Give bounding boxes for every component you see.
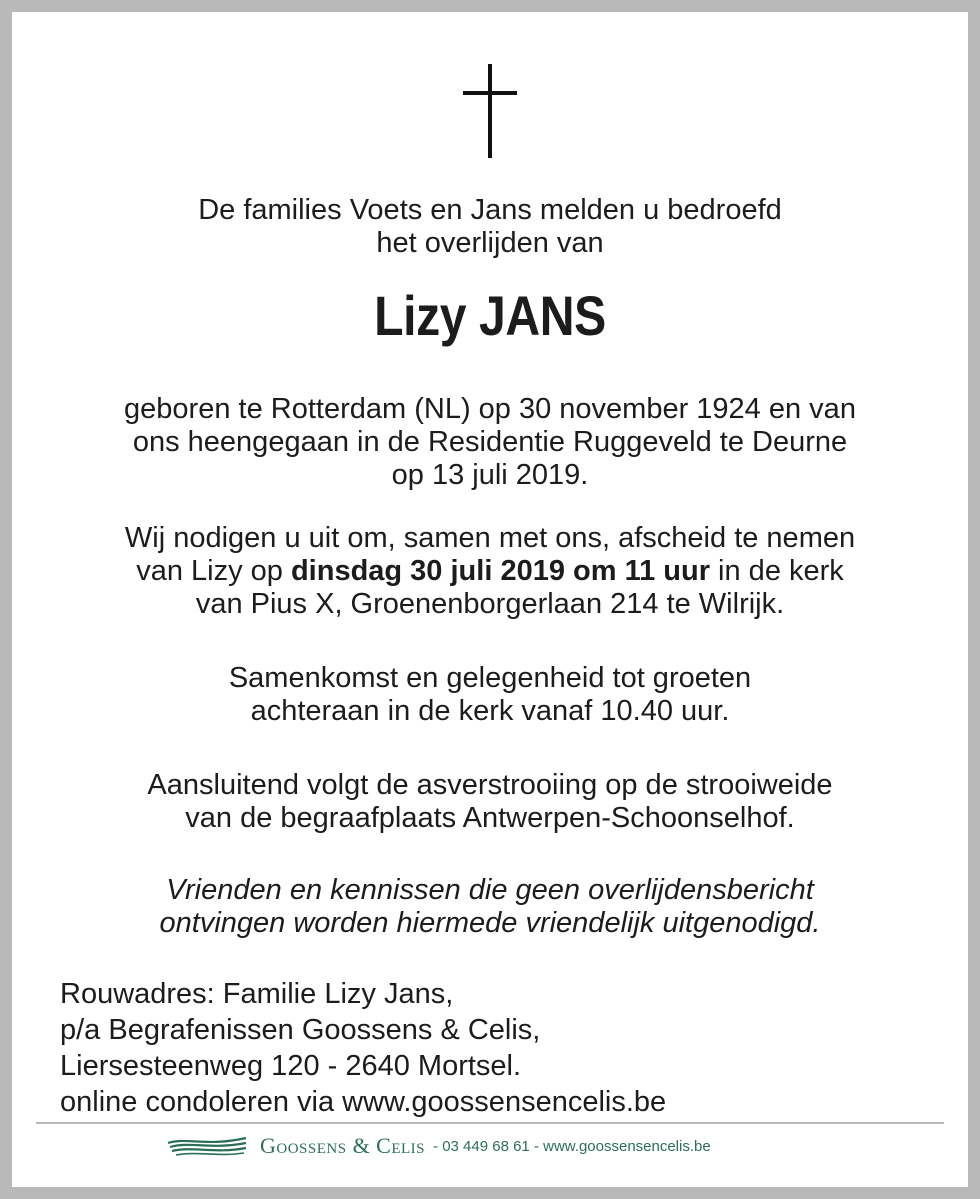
funeral-home-name: Goossens & Celis	[260, 1133, 426, 1158]
ash-line-2: van de begraafplaats Antwerpen-Schoonselhof.	[185, 802, 795, 834]
cross-icon	[460, 64, 520, 158]
invite-line-2-end: in de kerk	[710, 555, 844, 587]
invite-line-2	[0, 555, 980, 588]
ash-line-1: Aansluitend volgt de asverstrooiing op de strooiweide	[147, 769, 833, 801]
invite-line-2-start: van Lizy op	[136, 555, 291, 587]
mourning-address	[60, 976, 666, 1120]
birth-line-3: op 13 juli 2019.	[391, 459, 589, 491]
ash-scattering-info	[0, 769, 980, 835]
funeral-home-footer	[166, 1132, 711, 1160]
ceremony-date-time: dinsdag 30 juli 2019 om 11 uur	[290, 555, 710, 587]
intro-line-1: De families Voets en Jans melden u bedroefd	[198, 194, 782, 226]
announcement-intro	[0, 194, 980, 260]
invite-line-1: Wij nodigen u uit om, samen met ons, afscheid te nemen	[124, 522, 856, 554]
condolence-link[interactable]: online condoleren via www.goossensencelis.be	[60, 1086, 667, 1118]
birth-death-info	[0, 393, 980, 492]
friends-note	[0, 874, 980, 940]
footer-divider	[36, 1122, 944, 1124]
friends-line-1: Vrienden en kennissen die geen overlijdensbericht	[166, 874, 814, 906]
gathering-info	[0, 662, 980, 728]
birth-line-2: ons heengegaan in de Residentie Ruggeveld te Deurne	[132, 426, 848, 458]
intro-line-2: het overlijden van	[376, 227, 604, 259]
deceased-name: Lizy JANS	[374, 284, 606, 347]
wave-logo-icon	[166, 1135, 248, 1157]
friends-line-2: ontvingen worden hiermede vriendelijk uitgenodigd.	[159, 907, 821, 939]
funeral-home-contact[interactable]: - 03 449 68 61 - www.goossensencelis.be	[433, 1137, 711, 1155]
gather-line-2: achteraan in de kerk vanaf 10.40 uur.	[250, 695, 730, 727]
birth-line-1: geboren te Rotterdam (NL) op 30 november 1924 en van	[124, 393, 856, 425]
address-line-2: p/a Begrafenissen Goossens & Celis,	[60, 1014, 541, 1046]
address-line-3: Liersesteenweg 120 - 2640 Mortsel.	[60, 1050, 522, 1082]
funeral-invitation	[0, 522, 980, 621]
invite-line-3: van Pius X, Groenenborgerlaan 214 te Wilrijk.	[195, 588, 785, 620]
address-line-1: Rouwadres: Familie Lizy Jans,	[60, 978, 454, 1010]
gather-line-1: Samenkomst en gelegenheid tot groeten	[228, 662, 752, 694]
